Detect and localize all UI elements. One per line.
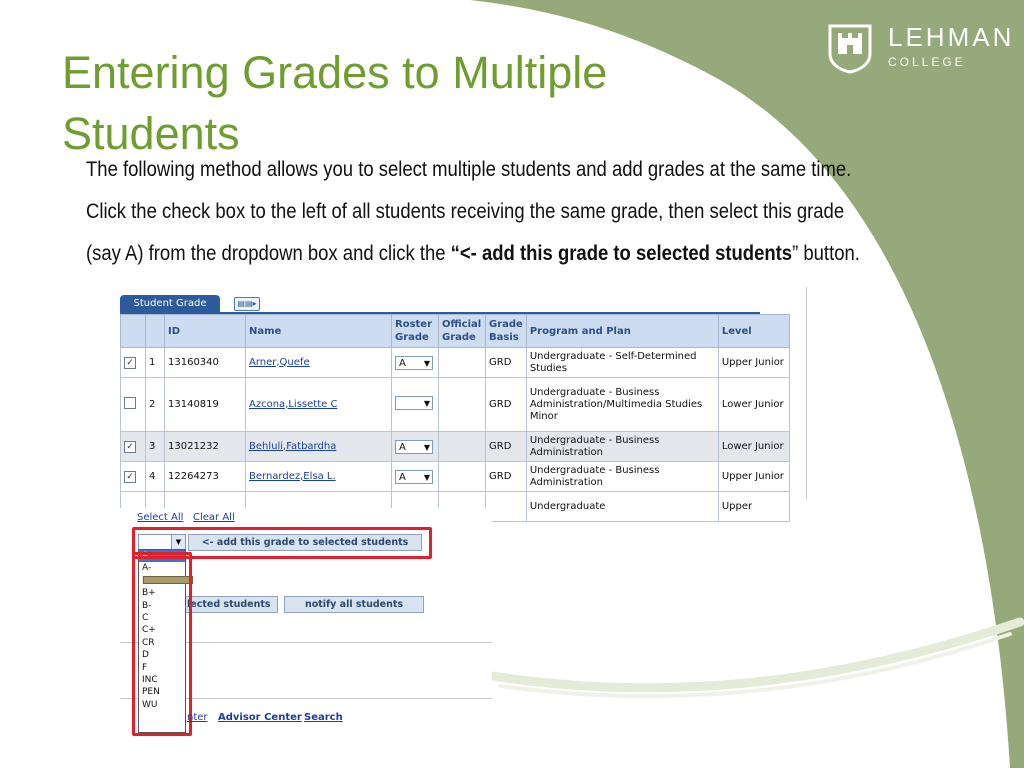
table-row xyxy=(121,378,790,432)
grid-view-icon[interactable]: ▤▤▸ xyxy=(234,297,260,311)
table-row xyxy=(121,432,790,462)
grade-option-cr[interactable]: CR xyxy=(142,637,155,648)
official-grade xyxy=(439,378,486,432)
grade-basis: GRD xyxy=(486,348,527,378)
row-checkbox-cell xyxy=(121,378,146,432)
level: Upper Junior xyxy=(718,348,789,378)
header-program-plan: Program and Plan xyxy=(526,315,718,348)
castle-icon xyxy=(826,20,874,72)
grade-dropdown-screenshot xyxy=(120,508,492,736)
roster-grade-cell xyxy=(392,378,439,432)
student-id: 13160340 xyxy=(165,348,246,378)
dropdown-arrow-icon: ▼ xyxy=(423,472,430,482)
footer-link-search[interactable]: Search xyxy=(304,712,343,723)
level: Lower Junior xyxy=(718,432,789,462)
program-plan: Undergraduate xyxy=(526,492,718,522)
official-grade xyxy=(439,432,486,462)
student-id: 13140819 xyxy=(165,378,246,432)
dropdown-arrow-icon: ▼ xyxy=(423,358,430,368)
notify-all-students-button[interactable]: notify all students xyxy=(284,596,424,613)
roster-grade-cell xyxy=(392,348,439,378)
row-checkbox[interactable]: ✓ xyxy=(124,357,136,369)
header-roster-grade: Roster Grade xyxy=(392,315,439,348)
row-number: 3 xyxy=(146,432,165,462)
grade-option-a[interactable]: A xyxy=(139,550,185,562)
student-name-link[interactable]: Azcona,Lissette C xyxy=(249,398,338,410)
grade-option-a-minus[interactable]: A- xyxy=(142,563,152,574)
instruction-line-2: Click the check box to the left of all students receiving the same grade, then select this grade xyxy=(86,200,845,223)
line3-button-reference: “<- add this grade to selected students xyxy=(450,242,793,265)
instruction-line-1: The following method allows you to select multiple students and add grades at the same time. xyxy=(86,158,852,181)
student-name-cell xyxy=(246,378,392,432)
roster-grade-value: A xyxy=(399,441,406,453)
grade-option-f[interactable]: F xyxy=(142,662,148,673)
lehman-college-logo xyxy=(826,20,1016,74)
row-checkbox[interactable]: ✓ xyxy=(124,441,136,453)
official-grade xyxy=(439,348,486,378)
student-name-cell xyxy=(246,432,392,462)
slide-title: Entering Grades to Multiple Students xyxy=(62,47,608,159)
student-name-link[interactable]: Behluli,Fatbardha xyxy=(249,440,337,452)
roster-grade-select[interactable] xyxy=(395,470,433,484)
roster-grade-cell xyxy=(392,462,439,492)
clear-all-link[interactable]: Clear All xyxy=(193,512,235,523)
dropdown-arrow-icon: ▼ xyxy=(423,442,430,452)
row-checkbox[interactable] xyxy=(124,397,136,409)
header-id: ID xyxy=(165,315,246,348)
add-grade-to-selected-button[interactable]: <- add this grade to selected students xyxy=(188,534,422,551)
program-plan: Undergraduate - Business Administration xyxy=(526,432,718,462)
grade-basis: GRD xyxy=(486,432,527,462)
level: Upper xyxy=(718,492,789,522)
roster-grade-select[interactable] xyxy=(395,396,433,410)
selected-students-button[interactable]: lected students xyxy=(184,596,278,613)
grade-basis: GRD xyxy=(486,378,527,432)
instruction-line-3 xyxy=(86,242,860,266)
header-official-grade: Official Grade xyxy=(439,315,486,348)
grade-roster-screenshot xyxy=(118,287,807,512)
level: Lower Junior xyxy=(718,378,789,432)
row-checkbox-cell xyxy=(121,462,146,492)
program-plan: Undergraduate - Self-Determined Studies xyxy=(526,348,718,378)
dropdown-arrow-icon: ▼ xyxy=(171,535,185,549)
student-name-link[interactable]: Arner,Quefe xyxy=(249,356,310,368)
roster-grade-cell xyxy=(392,432,439,462)
tab-student-grade[interactable]: Student Grade xyxy=(120,295,220,312)
grade-option-c[interactable]: C xyxy=(142,612,149,623)
header-row-number xyxy=(146,315,165,348)
grade-option-c-plus[interactable]: C+ xyxy=(142,625,156,636)
grade-option-b-minus[interactable]: B- xyxy=(142,600,152,611)
row-checkbox[interactable]: ✓ xyxy=(124,471,136,483)
row-number: 2 xyxy=(146,378,165,432)
footer-link-center[interactable]: nter xyxy=(187,712,208,723)
table-row xyxy=(121,462,790,492)
grade-option-d[interactable]: D xyxy=(142,650,149,661)
student-name-link[interactable]: Bernardez,Elsa L. xyxy=(249,470,336,482)
grade-option-inc[interactable]: INC xyxy=(142,674,158,685)
roster-grade-value: A xyxy=(399,357,406,369)
select-all-link[interactable]: Select All xyxy=(137,512,184,523)
highlight-box-dropdown xyxy=(132,552,192,736)
header-level: Level xyxy=(718,315,789,348)
program-plan: Undergraduate - Business Administration/Multimedia Studies Minor xyxy=(526,378,718,432)
row-number: 4 xyxy=(146,462,165,492)
level: Upper Junior xyxy=(718,462,789,492)
header-select xyxy=(121,315,146,348)
logo-name: LEHMAN xyxy=(888,22,1015,52)
grade-basis: GRD xyxy=(486,462,527,492)
header-grade-basis: Grade Basis xyxy=(486,315,527,348)
table-row xyxy=(121,348,790,378)
grade-roster-table xyxy=(120,314,790,522)
table-header-row xyxy=(121,315,790,348)
line3-text-after: ” button. xyxy=(792,242,860,265)
official-grade xyxy=(439,462,486,492)
roster-grade-value: A xyxy=(399,471,406,483)
row-number: 1 xyxy=(146,348,165,378)
student-id: 12264273 xyxy=(165,462,246,492)
footer-link-advisor-center[interactable]: Advisor Center xyxy=(218,712,302,723)
dropdown-arrow-icon: ▼ xyxy=(423,398,430,408)
grade-option-pen[interactable]: PEN xyxy=(142,687,160,698)
student-name-cell xyxy=(246,462,392,492)
logo-subtitle: COLLEGE xyxy=(888,55,966,69)
program-plan: Undergraduate - Business Administration xyxy=(526,462,718,492)
row-checkbox-cell xyxy=(121,432,146,462)
roster-grade-select[interactable] xyxy=(395,440,433,454)
row-checkbox-cell xyxy=(121,348,146,378)
grade-option-wu[interactable]: WU xyxy=(142,699,158,710)
student-id: 13021232 xyxy=(165,432,246,462)
header-name: Name xyxy=(246,315,392,348)
grade-option-b-plus[interactable]: B+ xyxy=(142,588,156,599)
roster-grade-select[interactable] xyxy=(395,356,433,370)
line3-text-before: (say A) from the dropdown box and click the xyxy=(86,242,451,265)
student-name-cell xyxy=(246,348,392,378)
